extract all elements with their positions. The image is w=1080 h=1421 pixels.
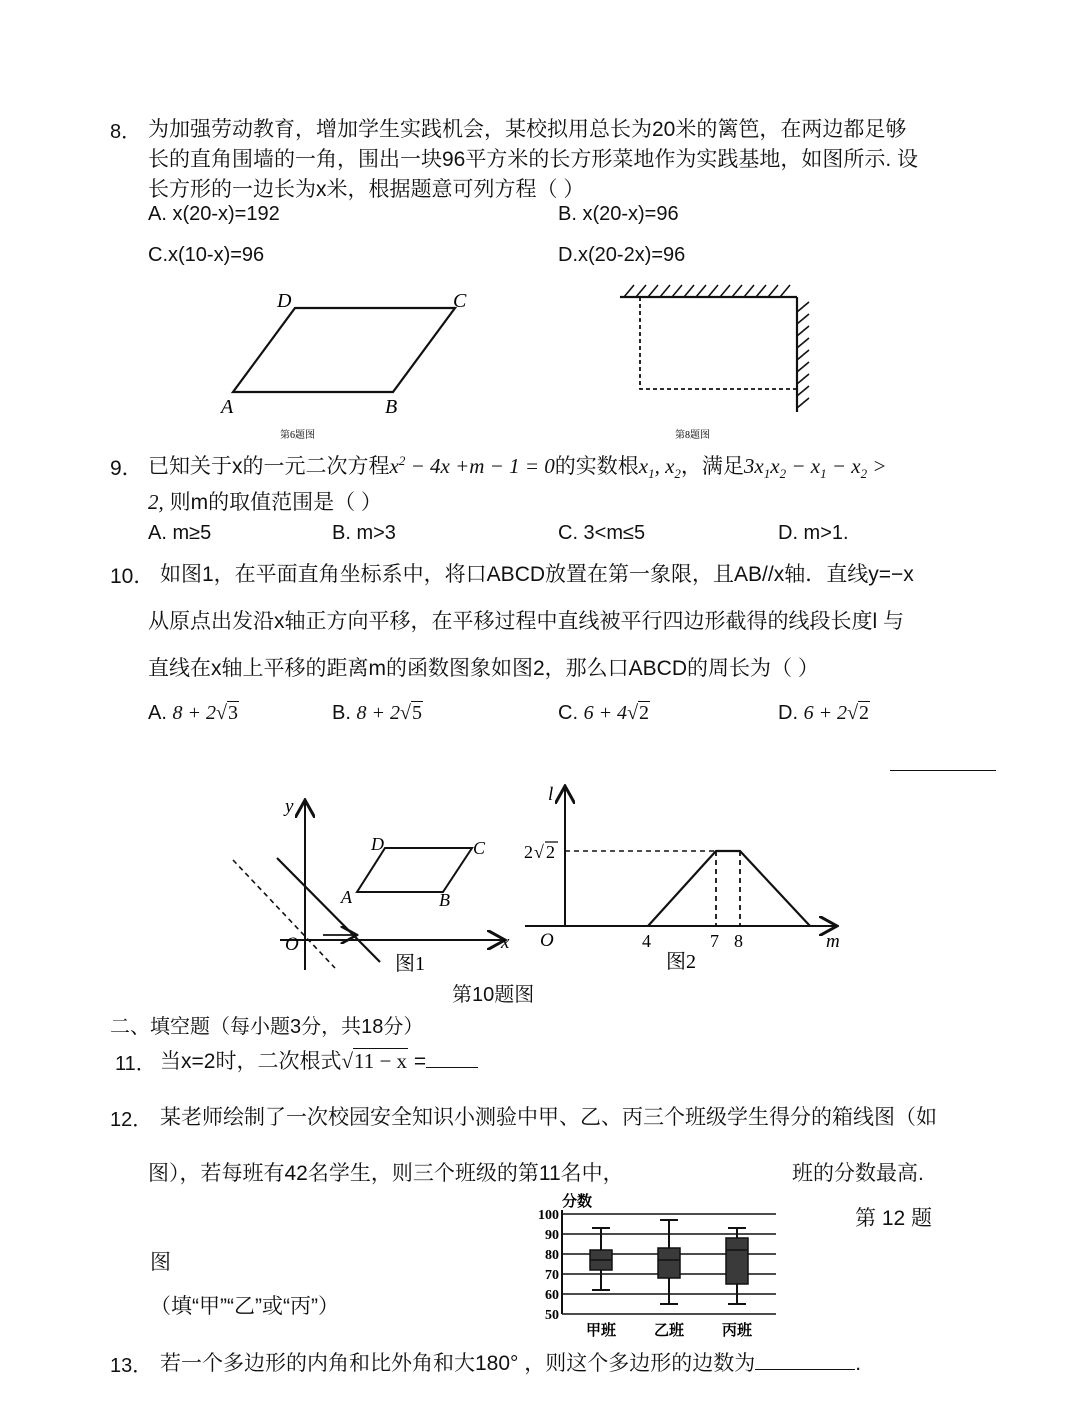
q12-line2a: 图），若每班有42名学生，则三个班级的第11名中， (148, 1162, 624, 1185)
boxplot-box-3 (726, 1228, 748, 1304)
fig2-function-graph (648, 851, 810, 926)
fig2-label-o: O (540, 930, 554, 951)
boxplot-category-label: 丙班 (721, 1323, 753, 1339)
fig2-caption: 图2 (666, 951, 696, 970)
q10-option-c-radicand: 2 (639, 702, 650, 724)
q10-option-c-label: C. (558, 702, 584, 724)
q10-number: 10． (110, 565, 155, 588)
q9-eq-x: x (389, 454, 399, 478)
boxplot-ytick-label: 60 (545, 1288, 559, 1303)
q12-answer-blank[interactable] (680, 1158, 780, 1184)
q8-option-a: A. x(20-x)=192 (148, 203, 280, 225)
q9-line2-math: 2, (148, 490, 164, 514)
q10-option-a: A. 8 + 2√3 (148, 702, 238, 724)
q9-line2 (148, 486, 382, 516)
fig6-label-b: B (385, 396, 398, 418)
q9-cond-b-sub: 2 (779, 466, 787, 482)
q9-cond-d: − x (826, 454, 861, 478)
q9-cond-b: x (770, 454, 780, 478)
q10-option-c: C. 6 + 4√2 (558, 702, 650, 724)
q10-option-b-radicand: 5 (411, 702, 422, 724)
q8-option-c: C.x(10-x)=96 (148, 244, 265, 266)
q9-option-c: C. 3<m≤5 (558, 522, 646, 544)
fig8-right-hatch (797, 302, 809, 408)
boxplot-category-label: 甲班 (585, 1323, 617, 1339)
fig1-label-y: y (285, 796, 294, 817)
q8-option-d: D.x(20-2x)=96 (558, 244, 686, 266)
fig6-label-d: D (277, 290, 292, 312)
q9-text2: 的实数根 (554, 455, 639, 478)
q8-line1: 为加强劳动教育，增加学生实践机会，某校拟用总长为20米的篱笆，在两边都足够 (148, 118, 907, 141)
fig2-tick-7: 7 (710, 931, 719, 951)
fig6-shape (233, 308, 455, 392)
q9-root2: x (665, 454, 675, 478)
q9-cond-c: − x (786, 454, 821, 478)
boxplot-boxes (590, 1220, 748, 1304)
q9-comma: , (654, 454, 666, 478)
q9-equation (390, 454, 555, 478)
fig2-ytick-coef: 2 (524, 842, 533, 862)
q9-root1-sub: 1 (648, 466, 655, 482)
q8-line2: 长的直角围墙的一角，围出一块96平方米的长方形菜地作为实践基地，如图所示. 设 (148, 148, 919, 171)
fig6-parallelogram (215, 285, 485, 445)
q10-line1: 如图1，在平面直角坐标系中，将口ABCD放置在第一象限，且AB//x轴．直线y=−x (160, 563, 914, 586)
q9-eq-sup: 2 (398, 453, 406, 468)
q10-option-d-radicand: 2 (859, 702, 870, 724)
boxplot-ytick-label: 100 (538, 1208, 559, 1223)
q9-cond-gt: > (867, 454, 887, 478)
q10-option-a-num: 8 + 2 (172, 702, 216, 724)
boxplot-category-label: 乙班 (653, 1323, 685, 1339)
boxplot-box-1 (590, 1228, 612, 1290)
fig8-top-hatch (624, 285, 790, 297)
fig2-label-m: m (826, 931, 840, 952)
q9-condition (743, 454, 887, 482)
q9-option-d: D. m>1. (778, 522, 849, 544)
fig6-label-c: C (453, 290, 467, 312)
boxplot-ytick-label: 80 (545, 1248, 559, 1263)
q10-figure-caption: 第10题图 (452, 984, 535, 1006)
fig1-label-o: O (285, 934, 299, 955)
q9-root1: x (638, 454, 649, 478)
fig8-wall-corner (610, 282, 820, 445)
q9-root2-sub: 2 (674, 466, 681, 482)
q9-line2-text: 则m的取值范围是（ ） (163, 491, 382, 514)
section2-title: 二、填空题（每小题3分，共18分） (110, 1016, 424, 1038)
q9-text3: ，满足 (680, 455, 744, 478)
fig2-tick-8: 8 (734, 931, 743, 951)
boxplot-ytick-label: 70 (545, 1268, 559, 1283)
q9-option-a: A. m≥5 (148, 522, 212, 544)
q13-number: 13． (110, 1355, 153, 1377)
boxplot-iqr-box (658, 1248, 680, 1278)
fig1-caption: 图1 (395, 953, 425, 975)
q10-option-a-radicand: 3 (227, 702, 238, 724)
fig8-caption: 第8题图 (675, 430, 710, 441)
q12-boxplot-chart (528, 1190, 783, 1340)
q11-answer-blank[interactable] (426, 1049, 478, 1068)
q11-number: 11． (115, 1053, 156, 1075)
fig1-label-d: D (371, 834, 384, 854)
boxplot-ytick-label: 90 (545, 1228, 559, 1243)
q12-line2b: 班的分数最高. (792, 1162, 924, 1185)
q10-option-d-num: 6 + 2 (803, 702, 848, 724)
boxplot-iqr-box (726, 1238, 748, 1284)
q9-eq-rest: − 4x +m − 1 = 0 (405, 454, 555, 478)
q10-option-a-label: A. (148, 702, 173, 724)
q9-cond-a-sub: 1 (763, 466, 771, 482)
q9-line1 (148, 450, 886, 482)
fig2-ytick-sqrt: √ (534, 842, 544, 862)
q9-cond-a: 3x (743, 454, 764, 478)
q8-number: 8． (110, 121, 142, 143)
fig6-caption: 第6题图 (280, 430, 315, 441)
q10-option-c-num: 6 + 4 (583, 702, 628, 724)
q8-option-b: B. x(20-x)=96 (558, 203, 679, 225)
fig1-label-b: B (439, 890, 450, 910)
q10-line3: 直线在x轴上平移的距离m的函数图象如图2，那么口ABCD的周长为（ ） (148, 657, 819, 680)
q10-option-b: B. 8 + 2√5 (332, 702, 422, 724)
q10-option-b-num: 8 + 2 (356, 702, 400, 724)
q12-line4: （填“甲”“乙”或“丙”） (150, 1295, 339, 1318)
q13-answer-blank[interactable] (755, 1351, 855, 1370)
fig8-fence (640, 297, 797, 389)
q10-option-b-label: B. (332, 702, 357, 724)
q10-line2: 从原点出发沿x轴正方向平移，在平移过程中直线被平行四边形截得的线段长度l 与 (148, 610, 904, 633)
fig6-label-a: A (221, 396, 234, 418)
q13-text (160, 1347, 861, 1377)
boxplot-ytick-label: 50 (545, 1308, 559, 1323)
fig1-parallelogram (357, 848, 472, 892)
q12-line1: 某老师绘制了一次校园安全知识小测验中甲、乙、丙三个班级学生得分的箱线图（如 (160, 1106, 937, 1129)
fig1-label-x: x (501, 932, 510, 953)
fig1-dashed-line (233, 860, 335, 968)
boxplot-title: 分数 (562, 1194, 593, 1210)
boxplot-box-2 (658, 1220, 680, 1304)
q10-figure1 (225, 790, 520, 975)
q11-radicand: 11 − x (353, 1049, 408, 1073)
q9-text1: 已知关于x的一元二次方程 (148, 455, 390, 478)
fig1-label-a: A (341, 887, 352, 907)
q10-option-d-label: D. (778, 702, 804, 724)
q9-option-b: B. m>3 (332, 522, 396, 544)
fig2-tick-4: 4 (642, 931, 651, 951)
q12-number: 12． (110, 1109, 153, 1131)
q12-line3: 图 (150, 1251, 171, 1274)
q9-cond-d-sub: 2 (860, 466, 868, 482)
stray-answer-line (890, 770, 996, 771)
q9-number: 9． (110, 457, 143, 480)
q8-line3: 长方形的一边长为x米，根据题意可列方程（ ） (148, 178, 585, 201)
q10-figure2 (520, 782, 850, 970)
q10-option-d: D. 6 + 2√2 (778, 702, 870, 724)
q9-cond-c-sub: 1 (820, 466, 827, 482)
q13-text-main: 若一个多边形的内角和比外角和大180° ，则这个多边形的边数为 (160, 1352, 756, 1375)
q11-equals: = (408, 1050, 427, 1073)
fig2-ytick-rad: 2 (546, 842, 555, 862)
fig1-label-c: C (473, 838, 486, 858)
q11-text-main: 当x=2时，二次根式 (160, 1050, 342, 1073)
fig2-label-l: l (548, 784, 554, 805)
q11-text: 当x=2时，二次根式√11 − x = (160, 1045, 478, 1075)
q13-period: . (855, 1352, 862, 1375)
q12-figure-label: 第 12 题 (855, 1207, 933, 1230)
q9-roots (638, 454, 681, 482)
